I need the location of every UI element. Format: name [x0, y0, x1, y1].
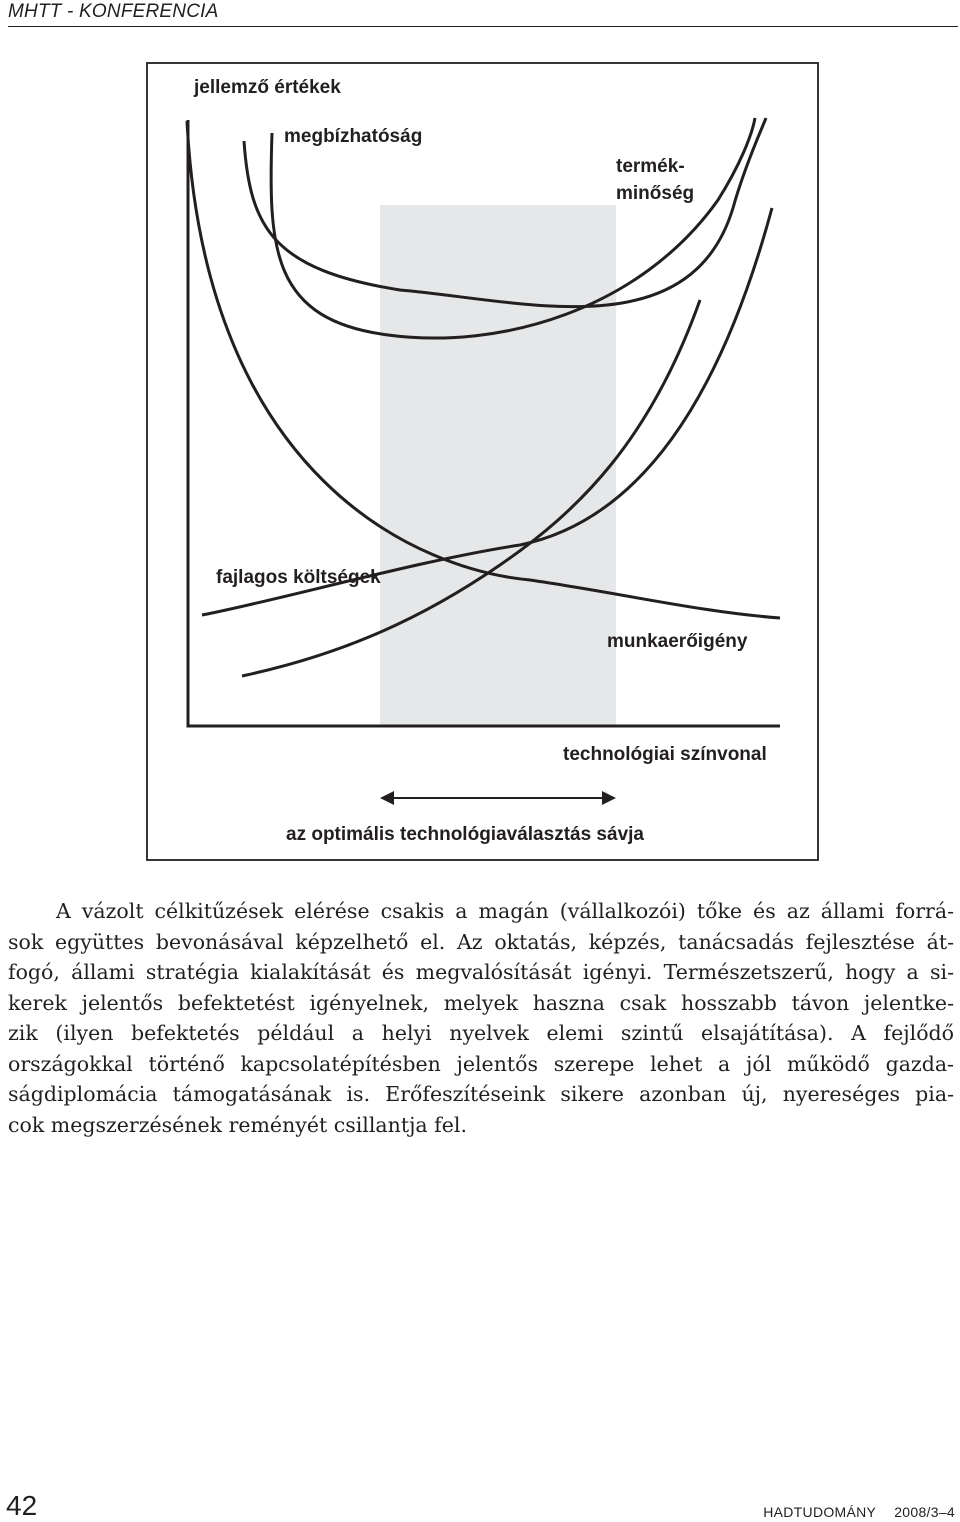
body-line: ságdiplomácia támogatásának is. Erőfeszítéseink sikere azonban új, nyereséges pia- — [8, 1082, 954, 1106]
product-quality-label-line2: minőség — [616, 183, 695, 204]
specific-costs-label: fajlagos költségek — [216, 567, 381, 588]
body-line: kerek jelentős befektetést igényelnek, melyek haszna csak hosszabb távon jelentke- — [8, 990, 954, 1015]
body-line: cok megszerzésének reményét csillantja fel. — [8, 1112, 467, 1137]
band-arrow-right-head — [602, 791, 616, 805]
body-line: fogó, állami stratégia kialakítását és megvalósítását igényi. Természetszerű, hogy a si- — [8, 960, 954, 984]
body-line: sok együttes bevonásával képzelhető el. Az oktatás, képzés, tanácsadás fejlesztése át- — [8, 929, 954, 954]
body-line: zik (ilyen befektetés például a helyi nyelvek elemi szintű elsajátítása). A fejlődő — [8, 1021, 954, 1045]
optimal-band-label: az optimális technológiaválasztás sávja — [286, 824, 644, 845]
journal-issue: 2008/3–4 — [894, 1504, 955, 1520]
y-axis-label: jellemző értékek — [194, 77, 341, 98]
body-paragraph — [8, 896, 954, 1140]
journal-name: HADTUDOMÁNY — [763, 1504, 877, 1520]
product-quality-label-line1: termék- — [616, 156, 685, 177]
band-arrow-left-head — [380, 791, 394, 805]
running-head: MHTT - KONFERENCIA — [8, 1, 219, 22]
page-number: 42 — [6, 1490, 38, 1521]
journal-footer — [763, 1504, 955, 1520]
x-axis-label: technológiai színvonal — [563, 744, 767, 765]
body-line: országokkal történő kapcsolatépítésben jelentős szerepe lehet a jól működő gazda- — [8, 1051, 954, 1076]
optimal-band — [380, 205, 616, 725]
reliability-label: megbízhatóság — [284, 126, 423, 147]
labour-demand-label: munkaerőigény — [607, 631, 748, 652]
body-line: A vázolt célkitűzések elérése csakis a magán (vállalkozói) tőke és az állami forrá- — [56, 899, 954, 923]
